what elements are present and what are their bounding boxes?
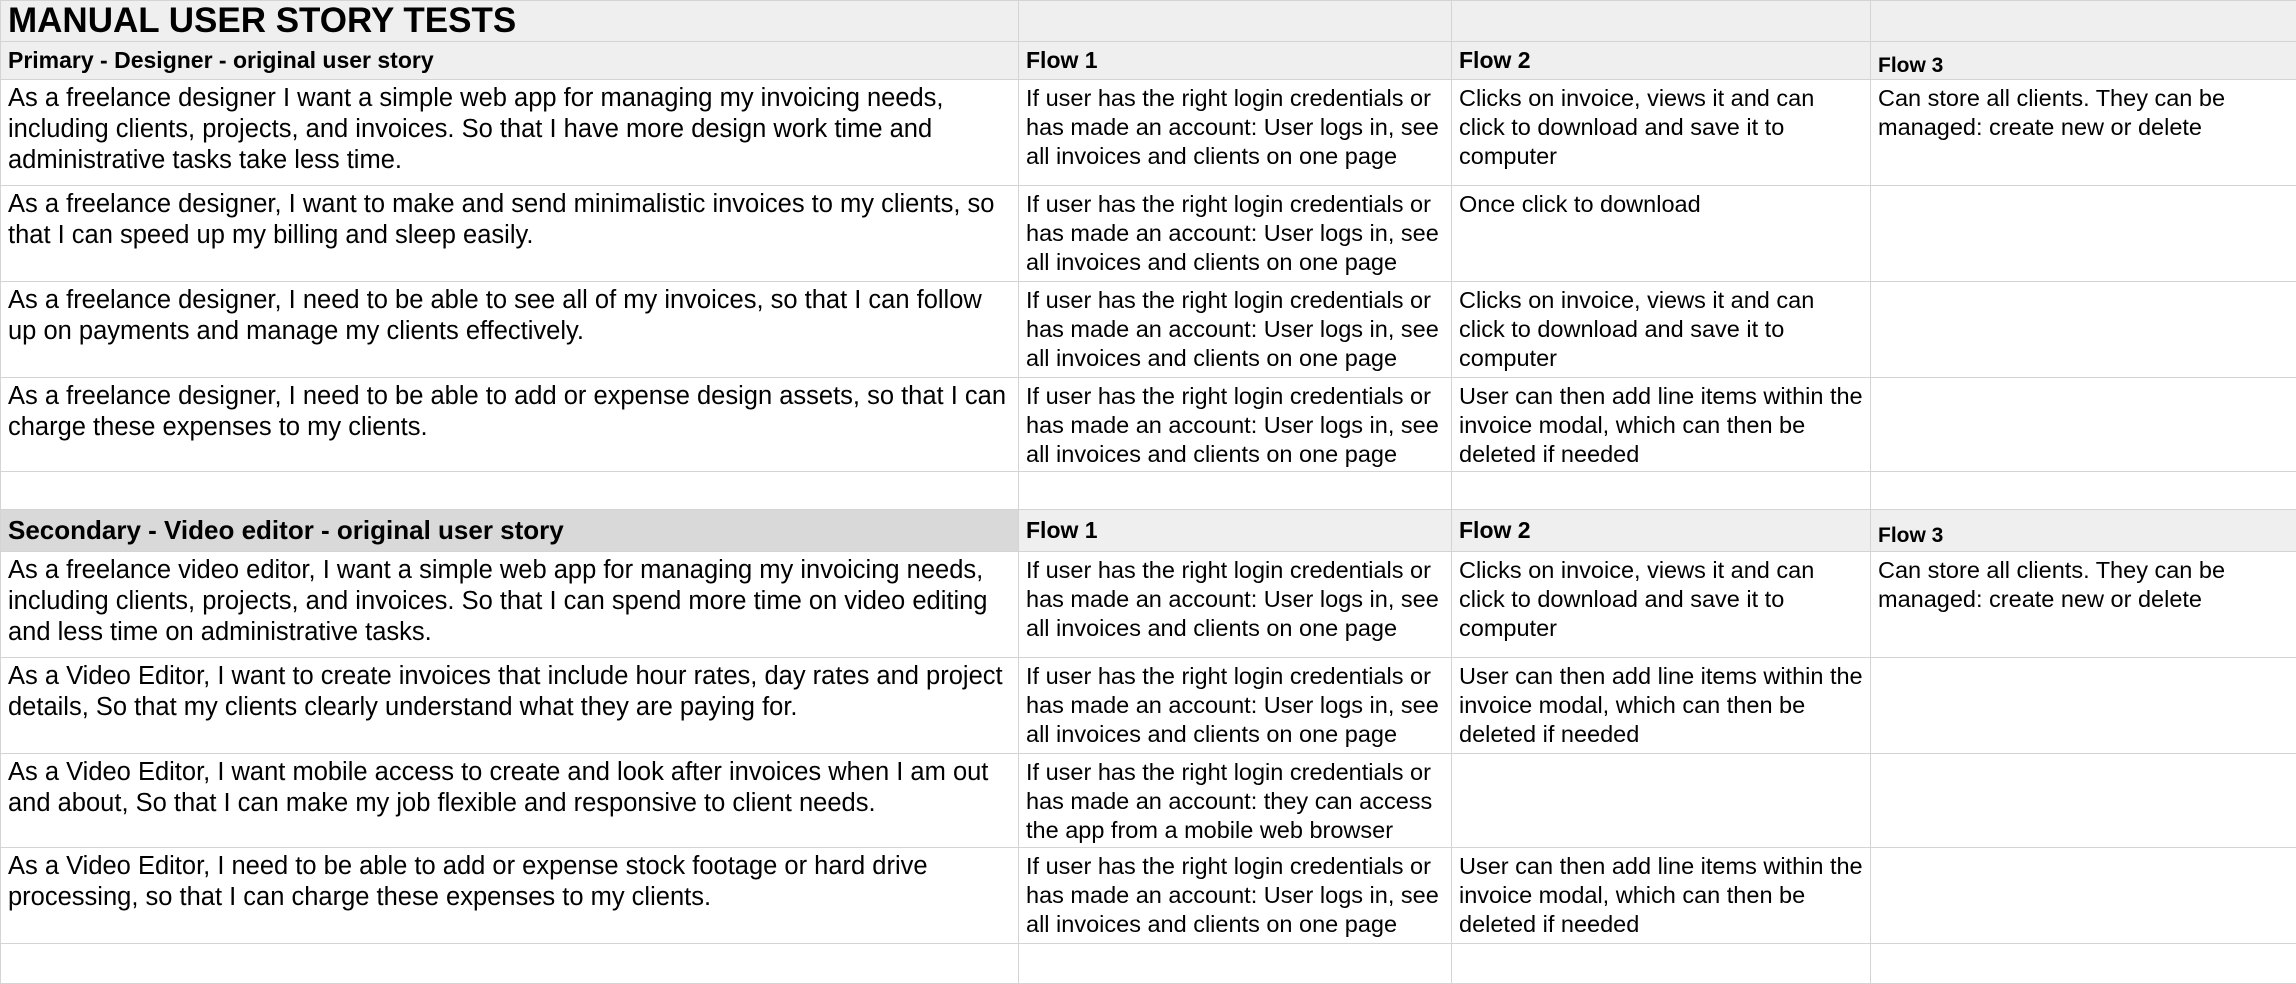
empty-row	[1, 472, 2296, 510]
flow-2-cell[interactable]: User can then add line items within the invoice modal, which can then be deleted if needed	[1452, 848, 1871, 944]
flow-3-cell[interactable]	[1871, 658, 2296, 754]
cell[interactable]	[1019, 1, 1452, 42]
flow-1-cell[interactable]: If user has the right login credentials or has made an account: User logs in, see all invoices and clients on one page	[1019, 282, 1452, 378]
table-row	[1, 80, 2296, 186]
secondary-header-row	[1, 510, 2296, 552]
flow-2-cell[interactable]: Clicks on invoice, views it and can click to download and save it to computer	[1452, 552, 1871, 658]
flow-1-cell[interactable]: If user has the right login credentials or has made an account: User logs in, see all invoices and clients on one page	[1019, 658, 1452, 754]
primary-section-header[interactable]: Primary - Designer - original user story	[1, 42, 1019, 80]
flow-3-cell[interactable]	[1871, 282, 2296, 378]
cell[interactable]	[1, 472, 1019, 510]
flow-3-cell[interactable]	[1871, 754, 2296, 848]
cell[interactable]	[1871, 1, 2296, 42]
user-story-cell[interactable]: As a freelance designer, I need to be able to add or expense design assets, so that I can charge these expenses to my clients.	[1, 378, 1019, 472]
cell[interactable]	[1019, 944, 1452, 984]
cell[interactable]	[1019, 472, 1452, 510]
empty-row	[1, 944, 2296, 984]
user-story-cell[interactable]: As a freelance designer, I need to be able to see all of my invoices, so that I can follow up on payments and manage my clients effectively.	[1, 282, 1019, 378]
flow-2-cell[interactable]: User can then add line items within the invoice modal, which can then be deleted if needed	[1452, 658, 1871, 754]
table-row	[1, 848, 2296, 944]
user-story-cell[interactable]: As a Video Editor, I want mobile access to create and look after invoices when I am out and about, So that I can make my job flexible and responsive to client needs.	[1, 754, 1019, 848]
flow-2-cell[interactable]: Once click to download	[1452, 186, 1871, 282]
flow-2-header[interactable]: Flow 2	[1452, 42, 1871, 80]
table-row	[1, 186, 2296, 282]
user-story-cell[interactable]: As a freelance designer, I want to make and send minimalistic invoices to my clients, so that I can speed up my billing and sleep easily.	[1, 186, 1019, 282]
user-story-cell[interactable]: As a Video Editor, I want to create invoices that include hour rates, day rates and project details, So that my clients clearly understand what they are paying for.	[1, 658, 1019, 754]
flow-1-header[interactable]: Flow 1	[1019, 42, 1452, 80]
flow-2-cell[interactable]	[1452, 754, 1871, 848]
secondary-section-header[interactable]: Secondary - Video editor - original user story	[1, 510, 1019, 552]
cell[interactable]	[1452, 1, 1871, 42]
flow-2-cell[interactable]: User can then add line items within the invoice modal, which can then be deleted if needed	[1452, 378, 1871, 472]
user-story-cell[interactable]: As a freelance designer I want a simple web app for managing my invoicing needs, including clients, projects, and invoices. So that I have more design work time and administrative tasks take less time.	[1, 80, 1019, 186]
user-story-cell[interactable]: As a Video Editor, I need to be able to add or expense stock footage or hard drive processing, so that I can charge these expenses to my clients.	[1, 848, 1019, 944]
table-row	[1, 552, 2296, 658]
flow-1-header[interactable]: Flow 1	[1019, 510, 1452, 552]
flow-3-cell[interactable]	[1871, 378, 2296, 472]
flow-1-cell[interactable]: If user has the right login credentials or has made an account: User logs in, see all invoices and clients on one page	[1019, 848, 1452, 944]
cell[interactable]	[1871, 944, 2296, 984]
flow-2-cell[interactable]: Clicks on invoice, views it and can click to download and save it to computer	[1452, 282, 1871, 378]
cell[interactable]	[1452, 472, 1871, 510]
title-row	[1, 1, 2296, 42]
cell[interactable]	[1, 944, 1019, 984]
table-row	[1, 378, 2296, 472]
table-row	[1, 658, 2296, 754]
primary-header-row	[1, 42, 2296, 80]
cell[interactable]	[1871, 472, 2296, 510]
flow-1-cell[interactable]: If user has the right login credentials or has made an account: User logs in, see all invoices and clients on one page	[1019, 378, 1452, 472]
flow-3-cell[interactable]: Can store all clients. They can be managed: create new or delete	[1871, 80, 2296, 186]
flow-1-cell[interactable]: If user has the right login credentials or has made an account: User logs in, see all invoices and clients on one page	[1019, 80, 1452, 186]
table-row	[1, 754, 2296, 848]
flow-3-cell[interactable]	[1871, 848, 2296, 944]
flow-3-header[interactable]: Flow 3	[1871, 42, 2296, 80]
flow-3-cell[interactable]	[1871, 186, 2296, 282]
user-story-cell[interactable]: As a freelance video editor, I want a simple web app for managing my invoicing needs, including clients, projects, and invoices. So that I can spend more time on video editing and less time on administrative tasks.	[1, 552, 1019, 658]
sheet-title[interactable]: MANUAL USER STORY TESTS	[1, 1, 1019, 42]
flow-1-cell[interactable]: If user has the right login credentials or has made an account: User logs in, see all invoices and clients on one page	[1019, 186, 1452, 282]
flow-3-cell[interactable]: Can store all clients. They can be managed: create new or delete	[1871, 552, 2296, 658]
flow-2-cell[interactable]: Clicks on invoice, views it and can click to download and save it to computer	[1452, 80, 1871, 186]
cell[interactable]	[1452, 944, 1871, 984]
flow-1-cell[interactable]: If user has the right login credentials or has made an account: they can access the app from a mobile web browser	[1019, 754, 1452, 848]
flow-1-cell[interactable]: If user has the right login credentials or has made an account: User logs in, see all invoices and clients on one page	[1019, 552, 1452, 658]
table-row	[1, 282, 2296, 378]
flow-3-header[interactable]: Flow 3	[1871, 510, 2296, 552]
flow-2-header[interactable]: Flow 2	[1452, 510, 1871, 552]
